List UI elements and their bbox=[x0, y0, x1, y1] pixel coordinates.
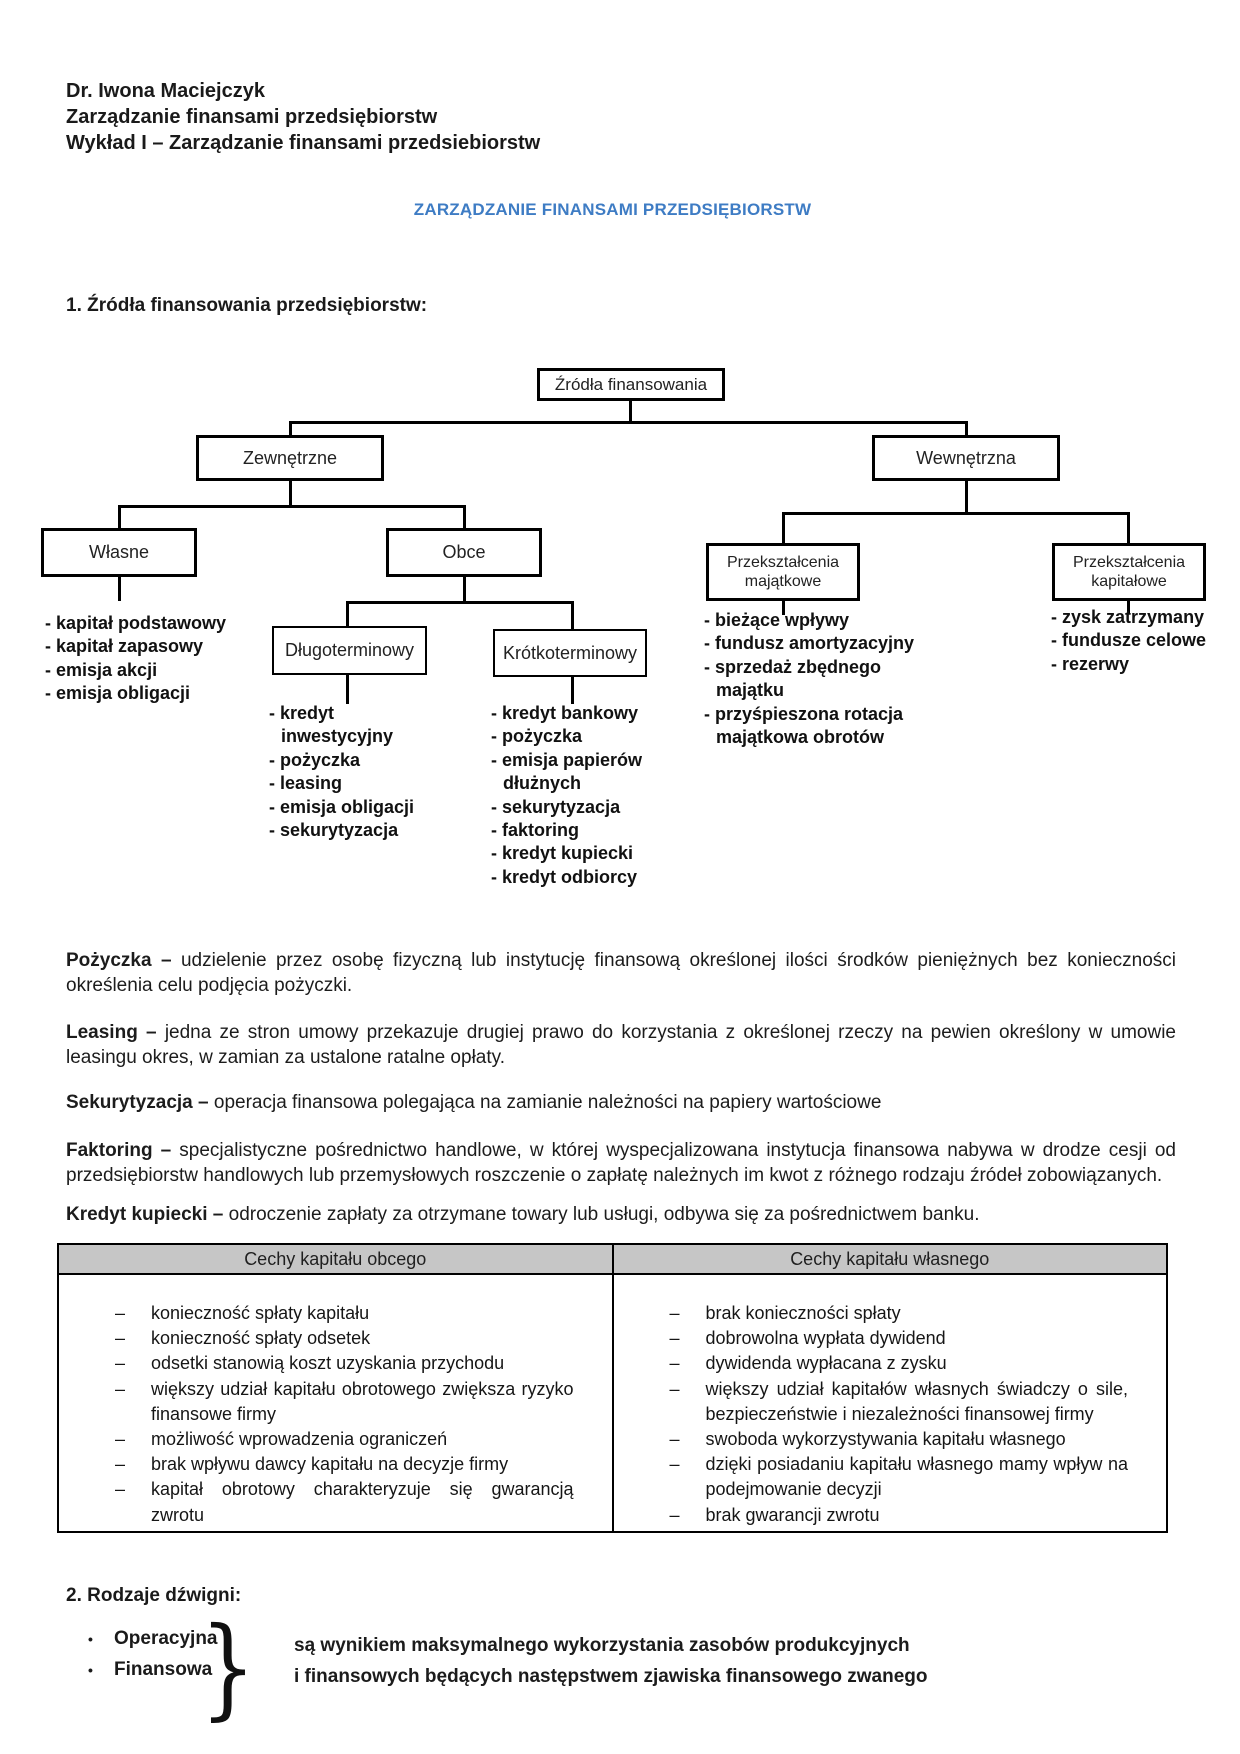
list-item: - sekurytyzacja bbox=[269, 820, 399, 841]
document-header bbox=[66, 78, 540, 156]
dash-marker: – bbox=[115, 1303, 126, 1323]
definition-term: Pożyczka – bbox=[66, 950, 172, 971]
list-item: - leasing bbox=[269, 773, 343, 794]
list-item: - pożyczka bbox=[491, 726, 583, 747]
diagram-box-asset-transform: Przekształcenia majątkowe bbox=[706, 543, 860, 601]
connector-line bbox=[118, 505, 121, 528]
longterm-list bbox=[269, 702, 449, 842]
dash-marker: – bbox=[669, 1454, 680, 1475]
dash-marker: – bbox=[669, 1328, 680, 1349]
connector-line bbox=[346, 601, 349, 626]
definition-kredyt-kupiecki bbox=[66, 1203, 1176, 1228]
list-item: - faktoring bbox=[491, 820, 579, 841]
connector-line bbox=[118, 505, 466, 508]
list-item: - fundusze celowe bbox=[1051, 630, 1207, 651]
table-header-own-capital: Cechy kapitału własnego bbox=[790, 1248, 990, 1269]
definition-text: specjalistyczne pośrednictwo handlowe, w której wyspecjalizowana instytucja finansowa nabywa w drodze cesji od przedsiębiorstw handlowych lub przemysłowych roszczenie o zapłatę należnych im kwot z różnego rodzaju źródeł zobowiązanych. bbox=[66, 1140, 1176, 1186]
definition-term: Sekurytyzacja – bbox=[66, 1092, 209, 1113]
diagram-box-external: Zewnętrzne bbox=[196, 435, 384, 481]
dash-marker: – bbox=[669, 1303, 680, 1323]
definition-sekurytyzacja bbox=[66, 1091, 1176, 1116]
connector-line bbox=[571, 677, 574, 704]
description-line: są wynikiem maksymalnego wykorzystania zasobów produkcyjnych bbox=[294, 1635, 910, 1656]
connector-line bbox=[346, 675, 349, 704]
definition-text: odroczenie zapłaty za otrzymane towary lub usługi, odbywa się za pośrednictwem banku. bbox=[228, 1204, 980, 1225]
diagram-box-shortterm: Krótkoterminowy bbox=[493, 629, 647, 677]
list-item: - emisja akcji bbox=[45, 659, 158, 680]
list-item: - kredyt odbiorcy bbox=[491, 866, 638, 887]
list-item: - kapitał zapasowy bbox=[45, 636, 204, 657]
capital-transform-list bbox=[1051, 606, 1231, 676]
connector-line bbox=[289, 421, 968, 424]
definition-term: Kredyt kupiecki – bbox=[66, 1204, 224, 1225]
bullet-icon: • bbox=[88, 1631, 93, 1647]
dash-marker: – bbox=[115, 1378, 126, 1399]
list-item: - pożyczka bbox=[269, 749, 361, 770]
definition-pozyczka bbox=[66, 949, 1176, 998]
table-header-row bbox=[59, 1245, 1166, 1275]
diagram-box-internal: Wewnętrzna bbox=[872, 435, 1060, 481]
definition-term: Faktoring – bbox=[66, 1140, 172, 1161]
list-item: - rezerwy bbox=[1051, 653, 1130, 674]
table-item: – dywidenda wypłacana z zysku bbox=[670, 1351, 1129, 1376]
definition-leasing bbox=[66, 1021, 1176, 1070]
curly-brace-icon: } bbox=[200, 1603, 256, 1731]
list-item: - emisja obligacji bbox=[269, 796, 415, 817]
header-line: Dr. Iwona Maciejczyk bbox=[66, 80, 265, 102]
definition-text: udzielenie przez osobę fizyczną lub instytucję finansową określonej ilości środków pieniężnych bez konieczności określenia celu podjęcia pożyczki. bbox=[66, 950, 1176, 996]
list-item: - sprzedaż zbędnego majątku bbox=[704, 656, 882, 701]
dash-marker: – bbox=[115, 1353, 126, 1374]
table-item: – dzięki posiadaniu kapitału własnego mamy wpływ na podejmowanie decyzji bbox=[670, 1452, 1129, 1502]
list-item: - sekurytyzacja bbox=[491, 796, 621, 817]
list-item: - emisja obligacji bbox=[45, 683, 191, 704]
definition-faktoring bbox=[66, 1139, 1176, 1188]
table-body-row bbox=[59, 1275, 1166, 1531]
table-header-foreign-capital: Cechy kapitału obcego bbox=[59, 1245, 614, 1273]
section2-heading: 2. Rodzaje dźwigni: bbox=[66, 1585, 242, 1606]
header-line: Wykład I – Zarządzanie finansami przedsiebiorstw bbox=[66, 132, 541, 154]
page-title: ZARZĄDZANIE FINANSAMI PRZEDSIĘBIORSTW bbox=[413, 200, 812, 219]
diagram-box-capital-transform: Przekształcenia kapitałowe bbox=[1052, 543, 1206, 601]
table-item: – możliwość wprowadzenia ograniczeń bbox=[115, 1427, 574, 1452]
table-item: – brak wpływu dawcy kapitału na decyzje firmy bbox=[115, 1452, 574, 1477]
leverage-description bbox=[294, 1630, 928, 1692]
table-item: – większy udział kapitału obrotowego zwiększa ryzyko finansowe firmy bbox=[115, 1377, 574, 1427]
table-item: – dobrowolna wypłata dywidend bbox=[670, 1326, 1129, 1351]
table-item: – brak konieczności spłaty bbox=[670, 1301, 1129, 1326]
definition-term: Leasing – bbox=[66, 1022, 157, 1043]
connector-line bbox=[965, 481, 968, 514]
leverage-bullet-list bbox=[88, 1628, 218, 1690]
definition-text: operacja finansowa polegająca na zamianie należności na papiery wartościowe bbox=[213, 1092, 882, 1113]
foreign-capital-cell bbox=[59, 1275, 614, 1531]
dash-marker: – bbox=[115, 1479, 126, 1500]
diagram-box-longterm: Długoterminowy bbox=[272, 626, 427, 675]
connector-line bbox=[346, 601, 574, 604]
table-item: – kapitał obrotowy charakteryzuje się gwarancją zwrotu bbox=[115, 1477, 574, 1527]
section1-heading: 1. Źródła finansowania przedsiębiorstw: bbox=[66, 295, 428, 316]
connector-line bbox=[289, 421, 292, 435]
connector-line bbox=[1127, 512, 1130, 543]
header-line: Zarządzanie finansami przedsiębiorstw bbox=[66, 106, 438, 128]
list-item: - kredyt kupiecki bbox=[491, 843, 634, 864]
list-item: - fundusz amortyzacyjny bbox=[704, 633, 915, 654]
diagram-box-own: Własne bbox=[41, 528, 197, 577]
capital-comparison-table bbox=[57, 1243, 1168, 1533]
list-item: - zysk zatrzymany bbox=[1051, 607, 1205, 627]
bullet-item: • Operacyjna bbox=[88, 1628, 218, 1649]
definition-text: jedna ze stron umowy przekazuje drugiej prawo do korzystania z określonej rzeczy na pewien określony w umowie leasingu okres, w zamian za ustalone ratalne opłaty. bbox=[66, 1022, 1176, 1068]
description-line: i finansowych będących następstwem zjawiska finansowego zwanego bbox=[294, 1666, 928, 1687]
table-item: – odsetki stanowią koszt uzyskania przychodu bbox=[115, 1351, 574, 1376]
diagram-box-foreign: Obce bbox=[386, 528, 542, 577]
connector-line bbox=[118, 577, 121, 601]
table-item: – konieczność spłaty odsetek bbox=[115, 1326, 574, 1351]
table-item: – konieczność spłaty kapitału bbox=[115, 1301, 574, 1326]
connector-line bbox=[965, 421, 968, 435]
dash-marker: – bbox=[115, 1429, 126, 1450]
table-item: – brak gwarancji zwrotu bbox=[670, 1503, 1129, 1528]
connector-line bbox=[782, 512, 785, 543]
list-item: - kredyt inwestycyjny bbox=[269, 703, 394, 747]
list-item: - kapitał podstawowy bbox=[45, 613, 227, 633]
bullet-icon: • bbox=[88, 1662, 93, 1678]
connector-line bbox=[463, 577, 466, 603]
connector-line bbox=[782, 512, 1130, 515]
dash-marker: – bbox=[669, 1353, 680, 1374]
asset-transform-list bbox=[704, 609, 924, 749]
list-item: - przyśpieszona rotacja majątkowa obrotów bbox=[704, 703, 904, 748]
table-item: – swoboda wykorzystywania kapitału własnego bbox=[670, 1427, 1129, 1452]
dash-marker: – bbox=[669, 1504, 680, 1525]
shortterm-list bbox=[491, 702, 659, 889]
dash-marker: – bbox=[669, 1378, 680, 1399]
own-capital-list bbox=[45, 612, 260, 706]
dash-marker: – bbox=[669, 1429, 680, 1450]
table-item: – większy udział kapitałów własnych świadczy o sile, bezpieczeństwie i niezależności finansowej firmy bbox=[670, 1377, 1129, 1427]
dash-marker: – bbox=[115, 1454, 126, 1475]
connector-line bbox=[571, 601, 574, 629]
connector-line bbox=[463, 505, 466, 528]
connector-line bbox=[289, 481, 292, 507]
bullet-item: • Finansowa bbox=[88, 1659, 213, 1680]
diagram-box-root: Źródła finansowania bbox=[537, 368, 725, 401]
list-item: - bieżące wpływy bbox=[704, 610, 850, 630]
list-item: - kredyt bankowy bbox=[491, 703, 639, 723]
dash-marker: – bbox=[115, 1328, 126, 1349]
own-capital-cell bbox=[614, 1275, 1167, 1531]
list-item: - emisja papierów dłużnych bbox=[491, 749, 643, 794]
